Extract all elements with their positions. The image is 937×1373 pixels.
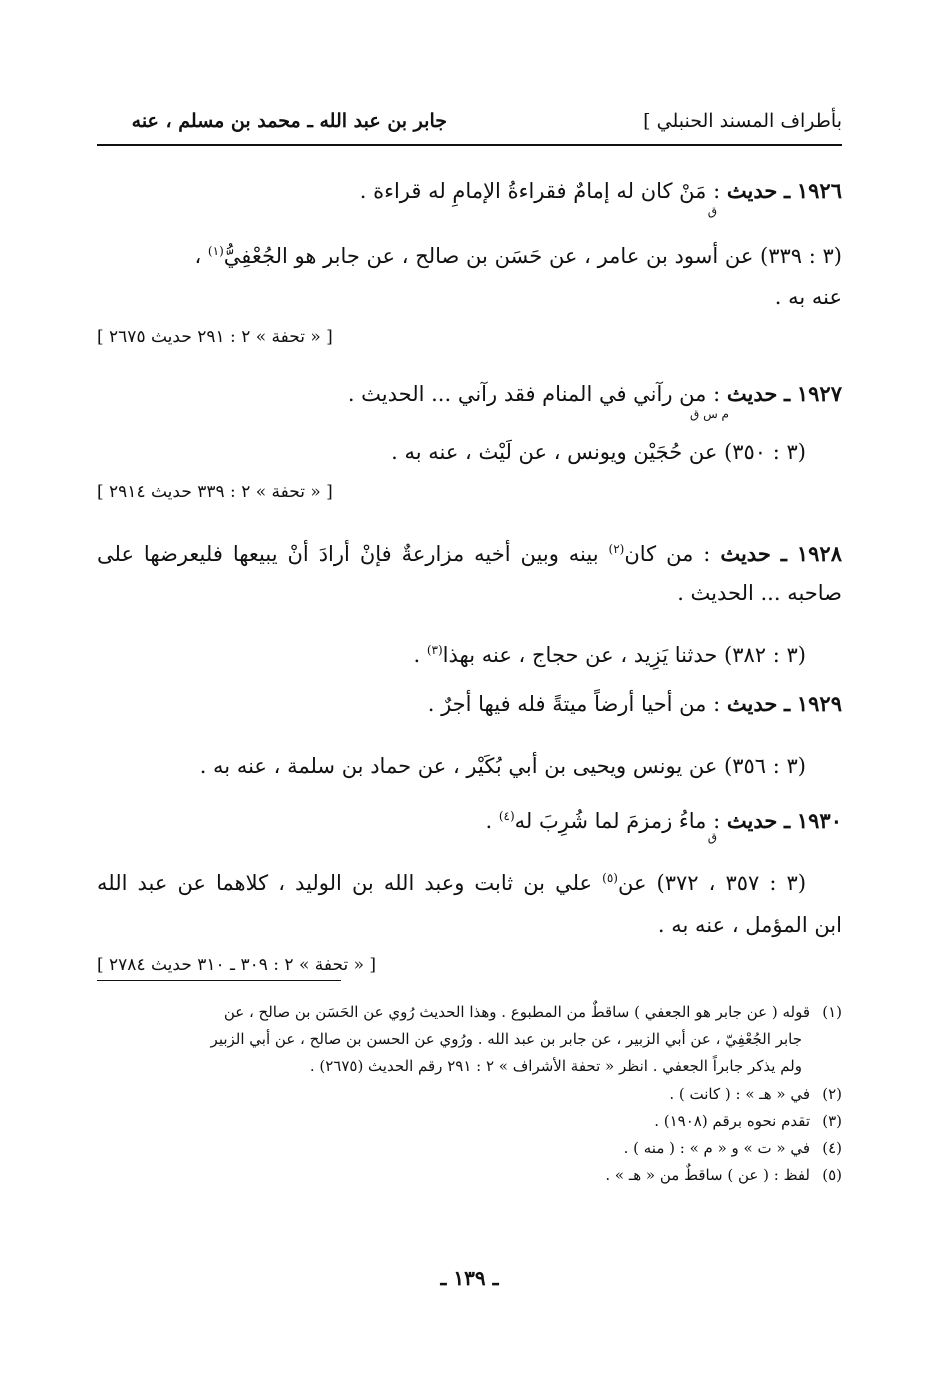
hadith-1929-chain: (٣ : ٣٥٦) عن يونس ويحيى بن أبي بُكَيْر ، عن حماد بن سلمة ، عنه به .: [199, 754, 806, 778]
footnote-1-line-1: [97, 999, 842, 1026]
hadith-text: : مَنْ كان له إمامٌ فقراءةُ الإمامِ له قراءة .: [359, 179, 721, 203]
sigla-mark: ق: [707, 204, 717, 218]
footnote-text: لفظ : ( عن ) ساقطٌ من « هـ » .: [605, 1166, 810, 1184]
hadith-text: [97, 542, 710, 566]
chain-text: (٣ : ٣٥٧ ، ٣٧٢) عن: [617, 871, 807, 895]
footnote-ref: (٢): [608, 542, 625, 556]
footnote-text: في « هـ » : ( كانت ) .: [669, 1085, 810, 1103]
hadith-1927-chain: (٣ : ٣٥٠) عن حُجَيْن ويونس ، عن لَيْث ، عنه به .: [391, 440, 806, 464]
footnote-4: [97, 1135, 842, 1162]
footnote-number: (٥): [822, 1166, 842, 1184]
header-center: جابر بن عبد الله ـ محمد بن مسلم ، عنه: [131, 110, 447, 132]
hadith-1927-line: [97, 379, 842, 409]
running-header: [97, 104, 842, 146]
hadith-keyword: حديث: [726, 691, 778, 716]
hadith-1926-chain: [97, 236, 842, 271]
dash: ـ: [784, 381, 791, 406]
header-right: بأطراف المسند الحنبلي ]: [643, 110, 842, 132]
dash: ـ: [780, 541, 787, 566]
hadith-1929-line: [97, 689, 842, 719]
footnote-2: [97, 1081, 842, 1108]
hadith-number: ١٩٢٨: [796, 541, 842, 566]
hadith-1928-chain: [97, 635, 806, 670]
footnote-ref: (٥): [602, 871, 618, 885]
footnote-number: (٤): [822, 1139, 842, 1157]
hadith-1928-line: [97, 534, 842, 569]
page-number: ـ ١٣٩ ـ: [440, 1266, 499, 1290]
chain-text: علي بن ثابت وعبد الله بن الوليد ، كلاهما عن عبد الله: [97, 871, 603, 895]
footnote-text: تقدم نحوه برقم (١٩٠٨) .: [654, 1112, 810, 1130]
sigla-mark: ق: [707, 830, 717, 844]
footnote-number: (٣): [822, 1112, 842, 1130]
chain-text-end: .: [413, 643, 427, 667]
chain-text-end: ،: [194, 244, 208, 268]
tuhfa-reference: [ « تحفة » ٢ : ٢٩١ حديث ٢٦٧٥ ]: [97, 327, 333, 347]
hadith-keyword: حديث: [720, 541, 771, 566]
hadith-text: [485, 809, 720, 833]
hadith-1930-chain-cont: ابن المؤمل ، عنه به .: [657, 913, 842, 937]
footnote-1-line-3: ولم يذكر جابراً الجعفي . انظر « تحفة الأشراف » ٢ : ٢٩١ رقم الحديث (٢٦٧٥) .: [309, 1057, 802, 1075]
dash: ـ: [784, 691, 791, 716]
hadith-number: ١٩٢٦: [796, 178, 842, 203]
hadith-keyword: حديث: [726, 178, 778, 203]
footnote-separator: [97, 980, 341, 981]
chain-text: (٣ : ٣٨٢) حدثنا يَزِيد ، عن حجاج ، عنه بهذا: [442, 643, 806, 667]
hadith-1930-chain: [97, 863, 806, 898]
hadith-text-part: : ماءُ زمزمَ لما شُرِبَ له: [514, 809, 721, 833]
footnote-text: قوله ( عن جابر هو الجعفي ) ساقطٌ من المطبوع . وهذا الحديث رُوي عن الحَسَن بن صالح ، عن: [223, 1003, 810, 1021]
hadith-1930-line: [97, 801, 842, 836]
hadith-1928-cont: صاحبه ... الحديث .: [677, 581, 842, 605]
hadith-1926-chain-cont: عنه به .: [774, 285, 842, 309]
hadith-text-part: بينه وبين أخيه مزارعةٌ فإنْ أرادَ أنْ يبيعها فليعرضها على: [97, 542, 609, 566]
hadith-text: : من رآني في المنام فقد رآني ... الحديث .: [347, 382, 721, 406]
hadith-number: ١٩٣٠: [796, 808, 842, 833]
chain-text: (٣ : ٣٣٩) عن أسود بن عامر ، عن حَسَن بن صالح ، عن جابر هو الجُعْفِيُّ: [223, 244, 842, 268]
hadith-text: : من أحيا أرضاً ميتةً فله فيها أجرٌ .: [427, 692, 721, 716]
hadith-text-part: : من كان: [624, 542, 711, 566]
footnote-text: في « ت » و « م » : ( منه ) .: [623, 1139, 810, 1157]
book-page: [97, 0, 842, 1373]
hadith-keyword: حديث: [726, 381, 778, 406]
hadith-keyword: حديث: [726, 808, 778, 833]
sigla-mark: م س ق: [689, 407, 729, 421]
footnote-ref: (١): [207, 244, 224, 258]
tuhfa-reference: [ « تحفة » ٢ : ٣٣٩ حديث ٢٩١٤ ]: [97, 482, 333, 502]
footnote-ref: (٤): [498, 809, 515, 823]
hadith-text-part: .: [485, 809, 499, 833]
footnote-ref: (٣): [426, 643, 443, 657]
footnote-3: [97, 1108, 842, 1135]
dash: ـ: [784, 808, 791, 833]
footnote-number: (١): [822, 1003, 842, 1021]
hadith-1926-line: [97, 176, 842, 206]
tuhfa-reference: [ « تحفة » ٢ : ٣٠٩ ـ ٣١٠ حديث ٢٧٨٤ ]: [97, 955, 377, 975]
footnote-number: (٢): [822, 1085, 842, 1103]
dash: ـ: [784, 178, 791, 203]
hadith-number: ١٩٢٩: [796, 691, 842, 716]
footnote-5: [97, 1162, 842, 1189]
footnote-1-line-2: جابر الجُعْفِيّ ، عن أبي الزبير ، عن جابر بن عبد الله . ورُوي عن الحسن بن صالح ، عن أبي الزبير: [210, 1030, 802, 1048]
hadith-number: ١٩٢٧: [796, 381, 842, 406]
